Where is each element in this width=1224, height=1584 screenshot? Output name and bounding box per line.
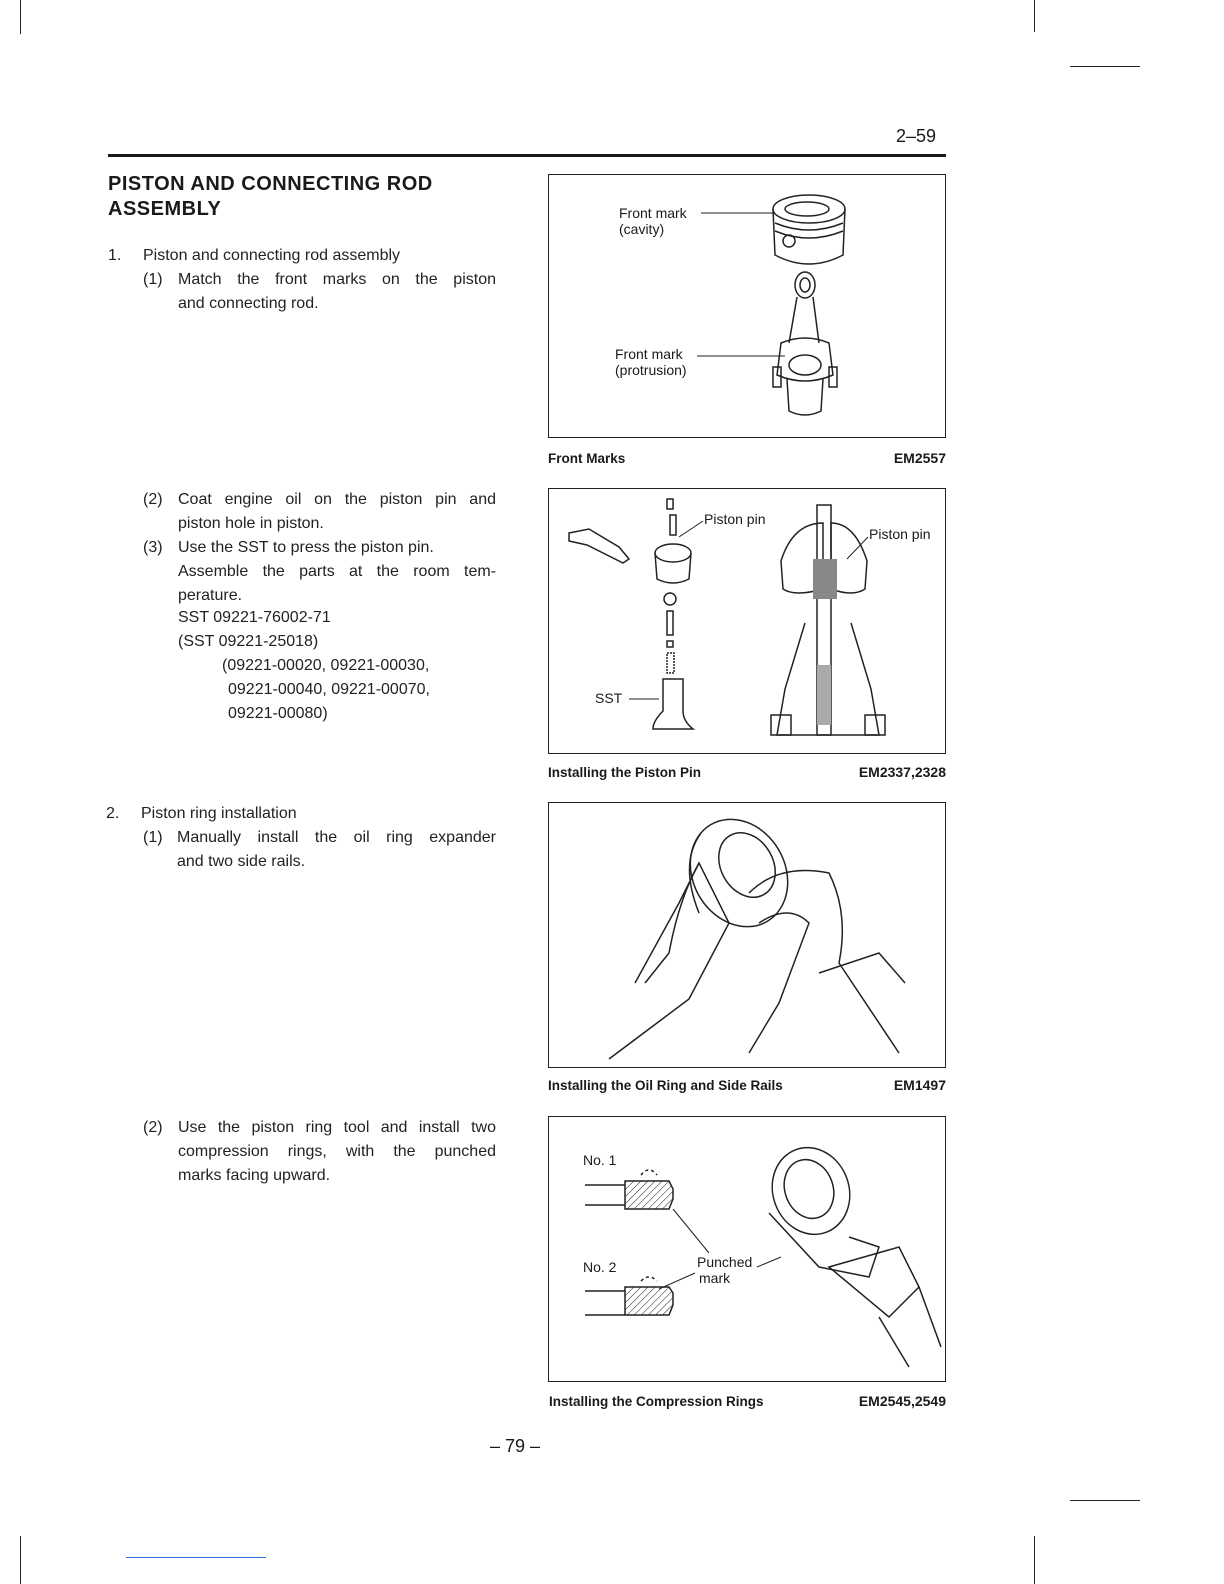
figure-front-marks [548, 174, 946, 438]
page-footer: – 79 – [490, 1436, 541, 1456]
step-title: Piston ring installation [141, 805, 297, 822]
compression-rings-illustration [549, 1117, 945, 1381]
substep-text: piston hole in piston. [178, 515, 324, 532]
substep-text: and connecting rod. [178, 295, 319, 312]
substep-number: (1) [143, 271, 163, 288]
sst-number: 09221-00080) [228, 705, 328, 722]
figure-caption: Front Marks [548, 451, 626, 466]
substep-text: and two side rails. [177, 853, 306, 870]
sst-number: (SST 09221-25018) [178, 633, 319, 650]
figure-compression-rings [548, 1116, 946, 1382]
label-no2: No. 2 [583, 1259, 617, 1275]
substep-text: Coat engine oil on the piston pin and [178, 491, 496, 508]
substep-number: (1) [143, 829, 163, 846]
label-cavity: (cavity) [619, 221, 665, 237]
figure-piston-pin [548, 488, 946, 754]
label-piston-pin: Piston pin [869, 526, 931, 542]
substep-number: (3) [143, 539, 163, 556]
crop-mark [20, 1536, 21, 1584]
figure-oil-ring [548, 802, 946, 1068]
substep-text: compression rings, with the punched [178, 1143, 496, 1160]
crop-mark [1070, 1500, 1140, 1501]
step-number: 1. [108, 247, 122, 264]
figure-code: EM2337,2328 [858, 764, 946, 780]
figure-caption: Installing the Piston Pin [548, 765, 702, 780]
label-sst: SST [595, 690, 623, 706]
piston-rod-illustration [549, 175, 945, 437]
crop-mark [20, 0, 21, 34]
step-title: Piston and connecting rod assembly [143, 247, 401, 264]
bottom-link-line [126, 1557, 266, 1558]
substep-text: perature. [178, 587, 243, 604]
substep-text: Manually install the oil ring expander [177, 829, 496, 846]
substep-number: (2) [143, 491, 163, 508]
substep-number: (2) [143, 1119, 163, 1136]
label-mark: mark [699, 1270, 731, 1286]
oil-ring-hands-illustration [549, 803, 945, 1067]
piston-pin-illustration [549, 489, 945, 753]
label-punched: Punched [697, 1254, 753, 1270]
page-number: 2–59 [896, 126, 937, 146]
figure-code: EM1497 [893, 1077, 946, 1093]
label-no1: No. 1 [583, 1152, 617, 1168]
figure-code: EM2545,2549 [858, 1393, 946, 1409]
substep-text: marks facing upward. [178, 1167, 331, 1184]
label-protrusion: (protrusion) [615, 362, 687, 378]
substep-text: Use the SST to press the piston pin. [178, 539, 434, 556]
label-front-mark-protrusion: Front mark [615, 346, 683, 362]
label-front-mark-cavity: Front mark [619, 205, 687, 221]
sst-number: 09221-00040, 09221-00070, [228, 681, 430, 698]
step-number: 2. [106, 805, 120, 822]
figure-caption: Installing the Oil Ring and Side Rails [548, 1078, 783, 1093]
crop-mark [1034, 0, 1035, 32]
crop-mark [1034, 1536, 1035, 1584]
header-rule [108, 154, 946, 157]
section-title: PISTON AND CONNECTING ROD ASSEMBLY [108, 173, 433, 220]
figure-code: EM2557 [893, 450, 946, 466]
substep-text: Use the piston ring tool and install two [178, 1119, 496, 1136]
crop-mark [1070, 66, 1140, 67]
sst-number: SST 09221-76002-71 [178, 609, 331, 626]
substep-text: Match the front marks on the piston [178, 271, 496, 288]
sst-number: (09221-00020, 09221-00030, [222, 657, 430, 674]
label-piston-pin: Piston pin [704, 511, 766, 527]
substep-text: Assemble the parts at the room tem- [178, 563, 496, 580]
figure-caption: Installing the Compression Rings [549, 1394, 764, 1409]
